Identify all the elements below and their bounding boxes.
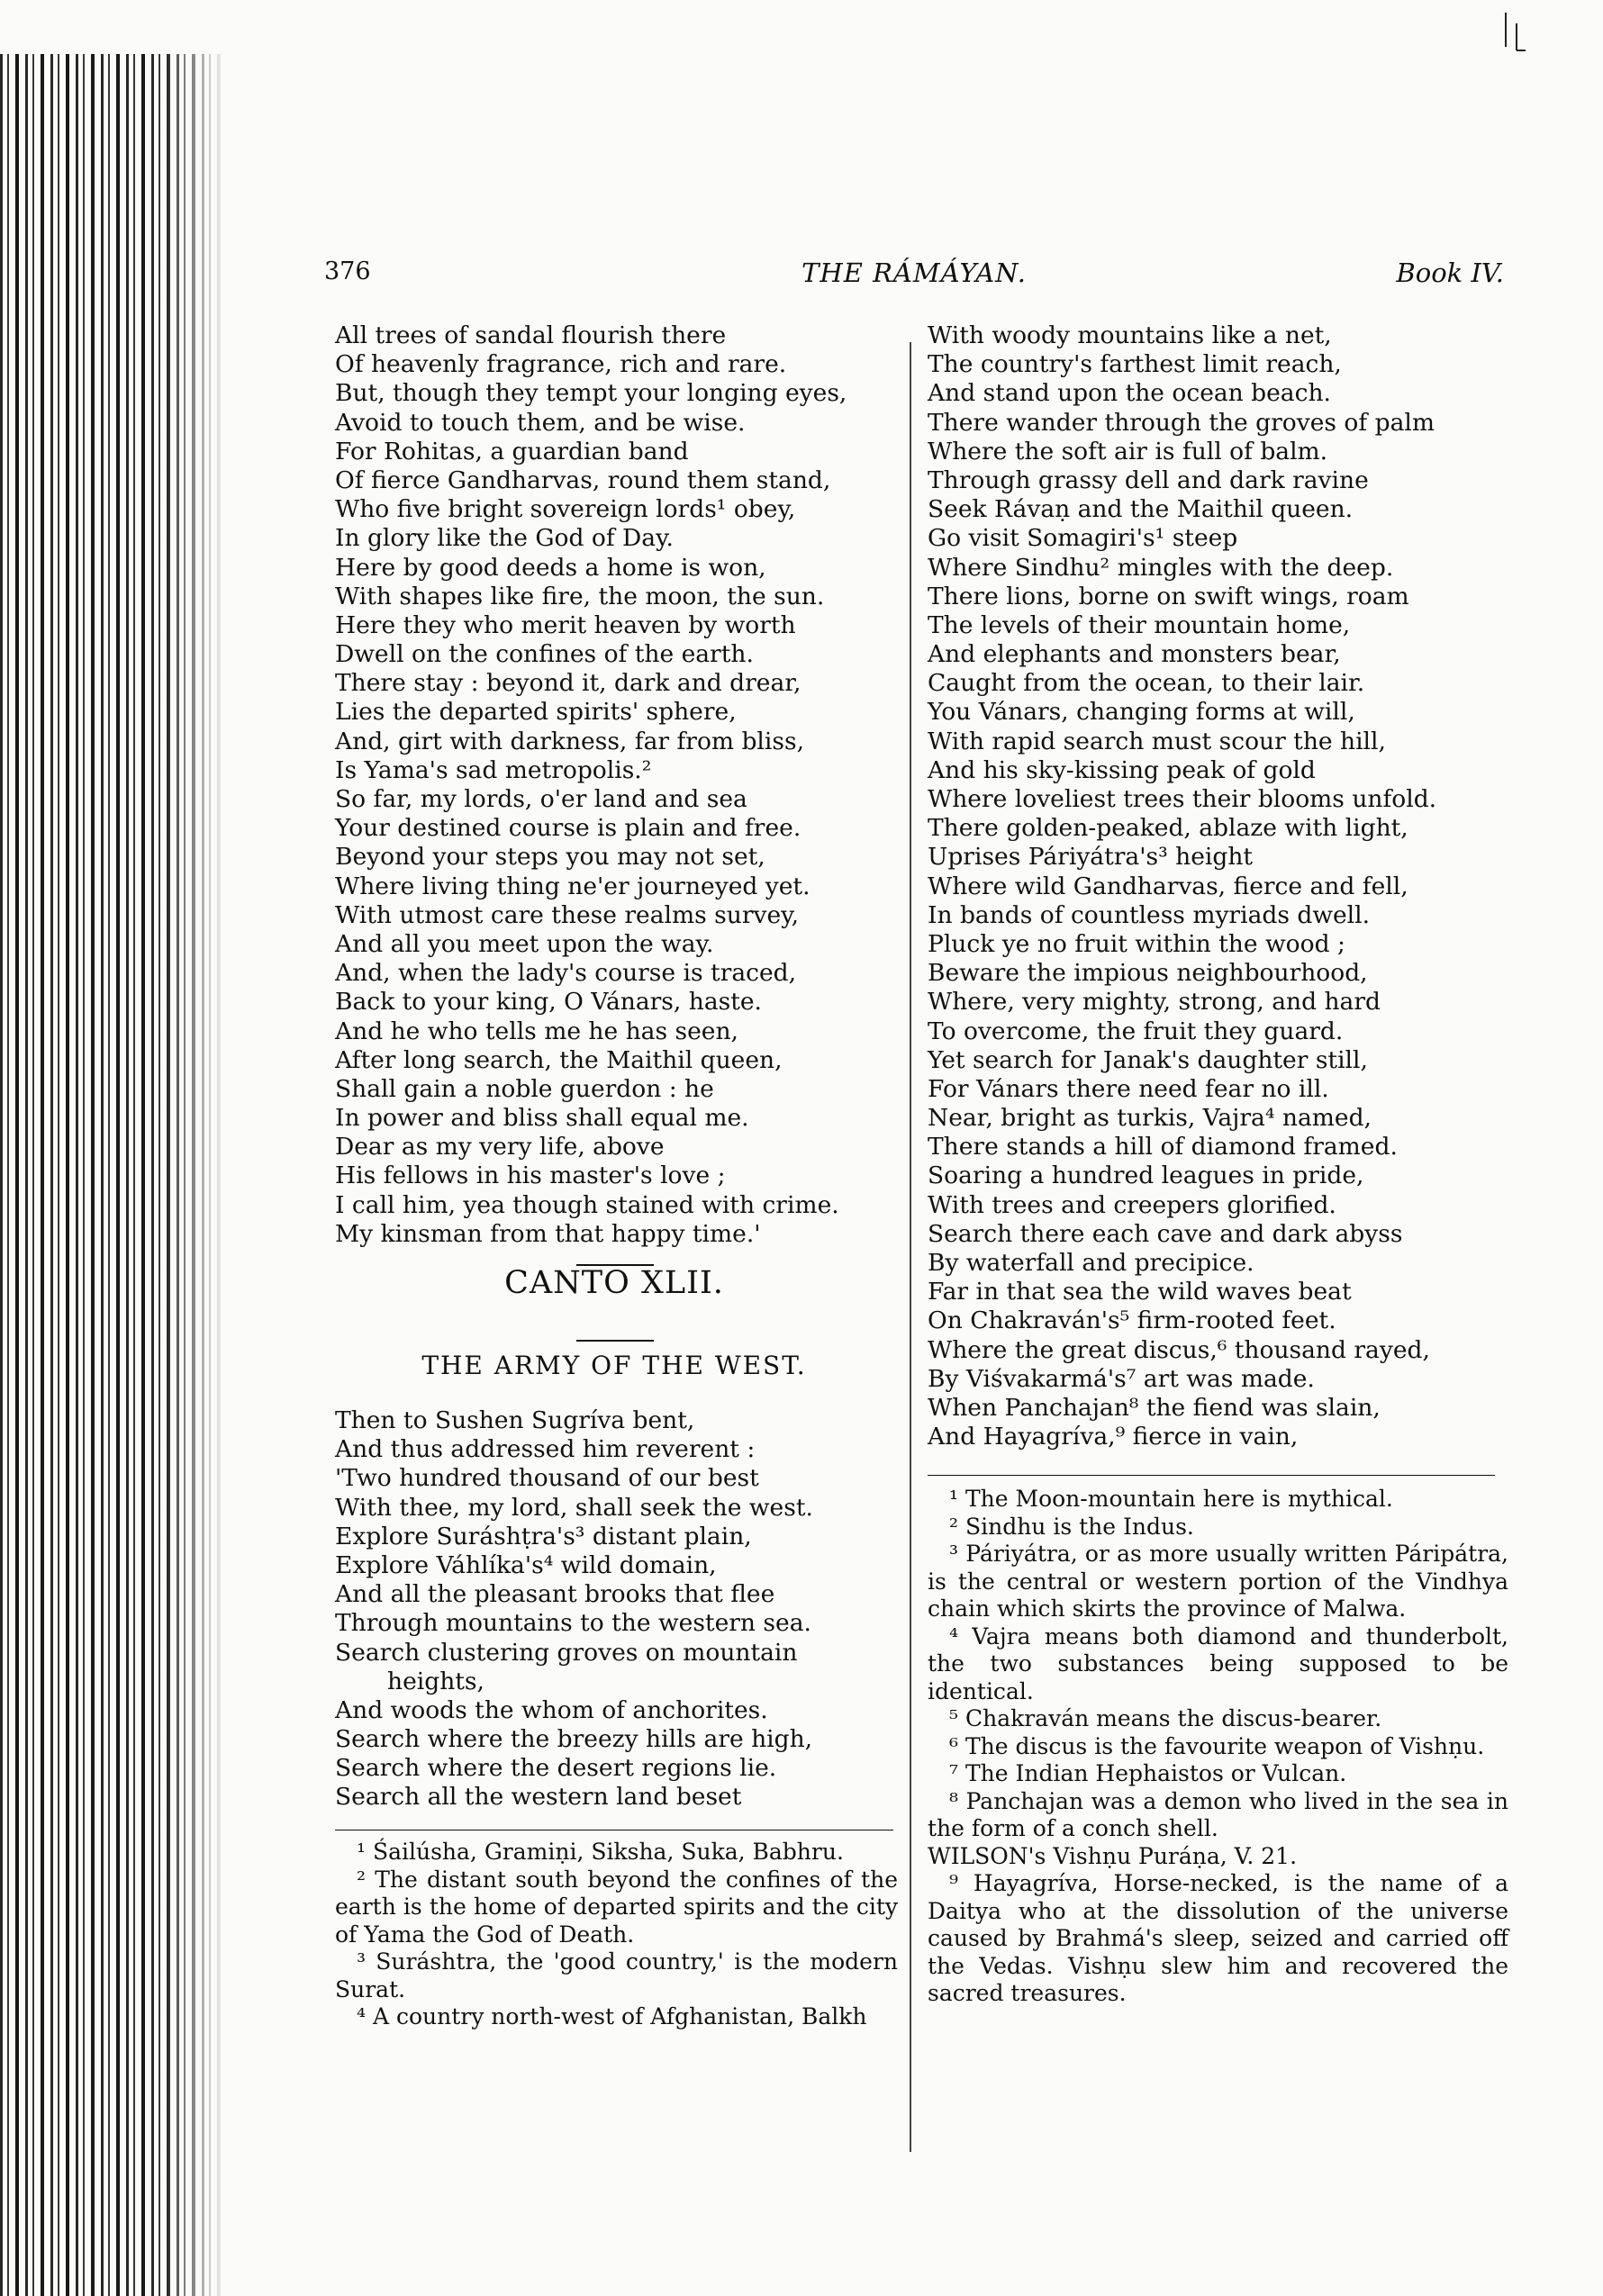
verse-line: Of fierce Gandharvas, round them stand, — [335, 466, 831, 494]
verse-line: Soaring a hundred leagues in pride, — [928, 1162, 1364, 1190]
verse-line: Search where the breezy hills are high, — [335, 1725, 813, 1754]
footnote: ² The distant south beyond the confines of the earth is the home of departed spirits and the city of Yama the God of Death. — [335, 1866, 898, 1948]
verse-line: And woods the whom of anchorites. — [335, 1695, 768, 1724]
verse-line: With utmost care these realms survey, — [335, 900, 800, 929]
verse-line: To overcome, the fruit they guard. — [928, 1017, 1344, 1045]
verse-line: Here they who merit heaven by worth — [335, 610, 796, 639]
canto-heading: CANTO XLII. — [504, 1265, 724, 1301]
verse-line: My kinsman from that happy time.' — [335, 1219, 761, 1248]
verse-line: Yet search for Janak's daughter still, — [928, 1045, 1368, 1074]
verse-line: When Panchajan⁸ the fiend was slain, — [928, 1393, 1381, 1422]
verse-line: And thus addressed him reverent : — [335, 1435, 756, 1464]
verse-line: And Hayagríva,⁹ fierce in vain, — [928, 1423, 1299, 1451]
footnote: ⁵ Chakraván means the discus-bearer. — [949, 1705, 1382, 1731]
left-footnotes — [335, 1839, 898, 2031]
footnote: ⁹ Hayagríva, Horse-necked, is the name of a Daitya who at the dissolution of the universe caused by Brahmá's sleep, seized and carried off the Vedas. Vishṇu slew him and recovered the sacred treasures. — [928, 1870, 1508, 2006]
verse-line: Explore Suráshṭra's³ distant plain, — [335, 1522, 752, 1550]
verse-line: Uprises Páriyátra's³ height — [928, 843, 1254, 872]
left-verse — [335, 321, 893, 1249]
verse-line: Lies the departed spirits' sphere, — [335, 698, 737, 727]
verse-line: After long search, the Maithil queen, — [335, 1045, 783, 1074]
verse-line: Through mountains to the western sea. — [335, 1609, 811, 1638]
verse-line: 'Two hundred thousand of our best — [335, 1464, 759, 1493]
right-verse — [928, 321, 1513, 1451]
verse-line: His fellows in his master's love ; — [335, 1162, 726, 1190]
verse-line: Search all the western land beset — [335, 1783, 742, 1812]
verse-line: Where Sindhu² mingles with the deep. — [928, 553, 1394, 582]
footnote: ⁴ Vajra means both diamond and thunderbolt, the two substances being supposed to be identical. — [928, 1623, 1508, 1704]
verse-line: There stands a hill of diamond framed. — [928, 1133, 1398, 1162]
verse-line: In bands of countless myriads dwell. — [928, 900, 1371, 929]
verse-line: Dear as my very life, above — [335, 1133, 665, 1162]
verse-line: There stay : beyond it, dark and drear, — [335, 669, 802, 698]
verse-line: The levels of their mountain home, — [928, 610, 1351, 639]
footnote: ⁷ The Indian Hephaistos or Vulcan. — [949, 1760, 1347, 1786]
verse-line: By Viśvakarmá's⁷ art was made. — [928, 1364, 1315, 1393]
verse-line: Where the great discus,⁶ thousand rayed, — [928, 1335, 1430, 1364]
verse-line: With rapid search must scour the hill, — [928, 727, 1386, 755]
verse-line: Where, very mighty, strong, and hard — [928, 988, 1381, 1017]
verse-line: And all the pleasant brooks that flee — [335, 1580, 775, 1609]
verse-line: Is Yama's sad metropolis.² — [335, 755, 652, 784]
footnote: ² Sindhu is the Indus. — [949, 1513, 1194, 1540]
verse-line: Then to Sushen Sugríva bent, — [335, 1406, 695, 1434]
verse-line: And, girt with darkness, far from bliss, — [335, 727, 804, 755]
right-footnotes — [928, 1486, 1508, 2008]
verse-line: Back to your king, O Vánars, haste. — [335, 988, 762, 1017]
verse-line: There golden-peaked, ablaze with light, — [928, 814, 1408, 843]
verse-line: Explore Váhlíka's⁴ wild domain, — [335, 1550, 717, 1579]
verse-line: And, when the lady's course is traced, — [335, 959, 797, 988]
verse-line: With trees and creepers glorified. — [928, 1190, 1336, 1219]
canto-short-rule — [576, 1340, 654, 1342]
verse-line: Search there each cave and dark abyss — [928, 1219, 1403, 1248]
verse-line: In power and bliss shall equal me. — [335, 1104, 749, 1133]
verse-line: I call him, yea though stained with crime. — [335, 1190, 839, 1219]
verse-line: Your destined course is plain and free. — [335, 814, 802, 843]
verse-line: So far, my lords, o'er land and sea — [335, 785, 747, 813]
footnote: ³ Páriyátra, or as more usually written Páripátra, is the central or western portion of the Vindhya chain which skirts the province of Malwa. — [928, 1541, 1508, 1622]
verse-line: Where loveliest trees their blooms unfold. — [928, 785, 1437, 813]
verse-line: With thee, my lord, shall seek the west. — [335, 1493, 813, 1522]
verse-line: Through grassy dell and dark ravine — [928, 466, 1369, 494]
verse-line: You Vánars, changing forms at will, — [928, 698, 1355, 727]
verse-line: And stand upon the ocean beach. — [928, 379, 1331, 408]
verse-line: Beyond your steps you may not set, — [335, 843, 765, 872]
verse-line: Far in that sea the wild waves beat — [928, 1278, 1352, 1306]
verse-line: Search clustering groves on mountain — [335, 1638, 798, 1667]
footnote: ¹ Śailúsha, Gramiṇi, Siksha, Suka, Babhru. — [357, 1839, 844, 1865]
canto-subtitle: THE ARMY OF THE WEST. — [421, 1351, 807, 1380]
verse-line: Here by good deeds a home is won, — [335, 553, 766, 582]
verse-line: There lions, borne on swift wings, roam — [928, 582, 1409, 610]
verse-line: For Rohitas, a guardian band — [335, 437, 689, 466]
verse-line: In glory like the God of Day. — [335, 524, 674, 553]
verse-line: Of heavenly fragrance, rich and rare. — [335, 350, 787, 379]
verse-line: With shapes like fire, the moon, the sun. — [335, 582, 825, 610]
verse-line: The country's farthest limit reach, — [928, 350, 1342, 379]
footnote-rule-right — [928, 1475, 1495, 1476]
verse-line: On Chakraván's⁵ firm-rooted feet. — [928, 1306, 1336, 1335]
footnote: ³ Suráshtra, the 'good country,' is the modern Surat. — [335, 1948, 898, 2002]
book-binding-edge — [0, 54, 225, 2296]
verse-line: But, though they tempt your longing eyes, — [335, 379, 847, 408]
footnote: ⁴ A country north-west of Afghanistan, Balkh — [357, 2003, 867, 2029]
verse-line: There wander through the groves of palm — [928, 408, 1435, 437]
verse-line: All trees of sandal flourish there — [335, 321, 727, 349]
page-number: 376 — [324, 258, 371, 285]
verse-line: Where wild Gandharvas, fierce and fell, — [928, 872, 1408, 900]
verse-line: Shall gain a noble guerdon : he — [335, 1074, 714, 1103]
verse-line: Seek Rávaṇ and the Maithil queen. — [928, 495, 1354, 524]
footnote: ⁶ The discus is the favourite weapon of Vishṇu. — [949, 1732, 1485, 1759]
verse-line: Pluck ye no fruit within the wood ; — [928, 929, 1345, 958]
verse-line: Who five bright sovereign lords¹ obey, — [335, 495, 796, 524]
verse-line: With woody mountains like a net, — [928, 321, 1332, 349]
verse-line: Beware the impious neighbourhood, — [928, 959, 1368, 988]
column-divider — [910, 342, 911, 2152]
running-header — [324, 258, 1504, 297]
footnote: ¹ The Moon-mountain here is mythical. — [949, 1486, 1393, 1512]
verse-line: And he who tells me he has seen, — [335, 1017, 738, 1045]
running-title: THE RÁMÁYAN. — [802, 258, 1027, 288]
verse-line: For Vánars there need fear no ill. — [928, 1074, 1329, 1103]
verse-line: And all you meet upon the way. — [335, 929, 714, 958]
book-label: Book IV. — [1396, 258, 1504, 288]
footnote: ⁸ Panchajan was a demon who lived in the sea in the form of a conch shell. — [928, 1787, 1508, 1841]
verse-line: Where the soft air is full of balm. — [928, 437, 1328, 466]
verse-line: Dwell on the confines of the earth. — [335, 640, 754, 669]
canto-verse — [335, 1406, 893, 1812]
verse-line: heights, — [387, 1667, 485, 1695]
verse-line: Avoid to touch them, and be wise. — [335, 408, 746, 437]
verse-line: And elephants and monsters bear, — [928, 640, 1341, 669]
verse-line: Search where the desert regions lie. — [335, 1754, 777, 1783]
verse-line: Go visit Somagiri's¹ steep — [928, 524, 1238, 553]
footnote-citation: WILSON's Vishṇu Puráṇa, V. 21. — [928, 1842, 1298, 1869]
scan-corner-mark — [1502, 11, 1529, 54]
verse-line: And his sky-kissing peak of gold — [928, 755, 1316, 784]
verse-line: Near, bright as turkis, Vajra⁴ named, — [928, 1104, 1372, 1133]
verse-line: By waterfall and precipice. — [928, 1249, 1254, 1277]
verse-line: Caught from the ocean, to their lair. — [928, 669, 1365, 698]
verse-line: Where living thing ne'er journeyed yet. — [335, 872, 811, 900]
